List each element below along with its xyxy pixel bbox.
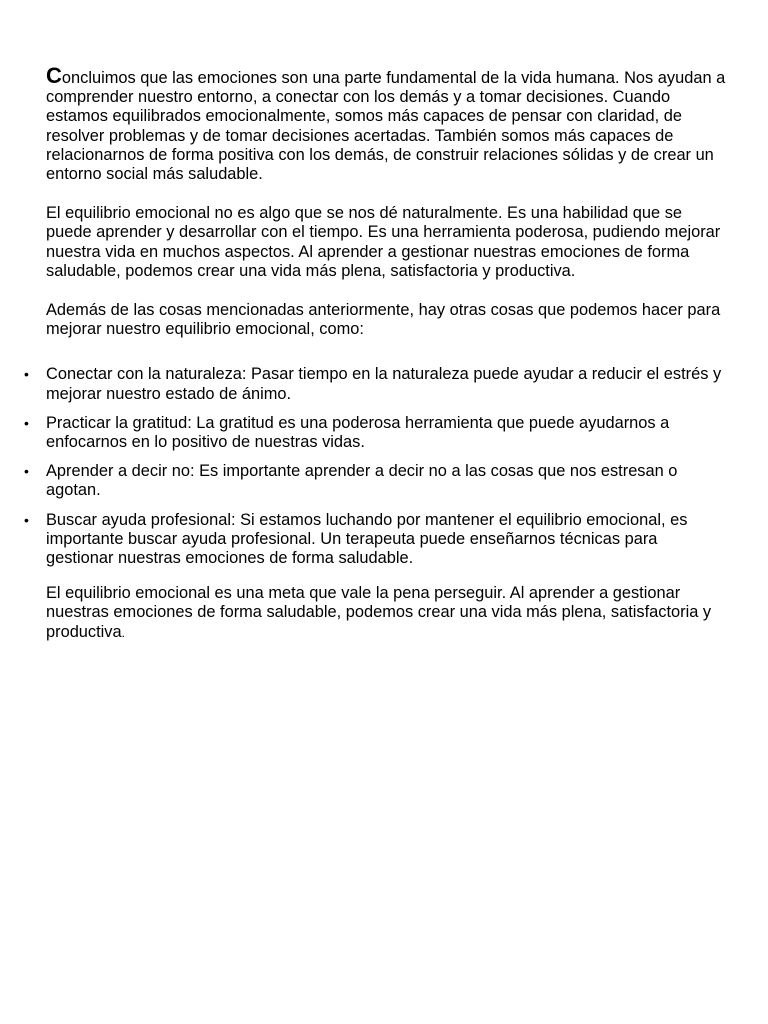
bullet-icon: • (24, 511, 29, 528)
list-item (24, 510, 726, 569)
list-item (24, 413, 726, 452)
list-item-text: Buscar ayuda profesional: Si estamos luchando por mantener el equilibrio emocional, es importante buscar ayuda profesional. Un terapeuta puede enseñarnos técnicas para gestionar nuestras emociones de forma saludable. (46, 510, 688, 568)
closing-text: El equilibrio emocional es una meta que vale la pena perseguir. Al aprender a gestionar nuestras emociones de forma saludable, podemos crear una vida más plena, satisfactoria y productiva (46, 584, 712, 641)
drop-cap-letter: C (46, 63, 62, 88)
paragraph-ademas: Además de las cosas mencionadas anteriormente, hay otras cosas que podemos hacer para mejorar nuestro equilibrio emocional, como: (46, 301, 721, 339)
intro-text: oncluimos que las emociones son una parte fundamental de la vida humana. Nos ayudan a comprender nuestro entorno, a conectar con los demás y a tomar decisiones. Cuando estamos equilibrados emocionalmente, somos más capaces de pensar con claridad, de resolver problemas y de tomar decisiones acertadas. También somos más capaces de relacionarnos de forma positiva con los demás, de construir relaciones sólidas y de crear un entorno social más saludable. (46, 69, 726, 184)
list-item (24, 365, 726, 403)
list-item-text: Practicar la gratitud: La gratitud es una poderosa herramienta que puede ayudarnos a enfocarnos en lo positivo de nuestras vidas. (46, 413, 670, 452)
bullet-icon: • (24, 366, 29, 383)
bullet-icon: • (24, 414, 29, 431)
bullet-list (24, 365, 726, 568)
paragraph-equilibrio: El equilibrio emocional no es algo que se nos dé naturalmente. Es una habilidad que se puede aprender y desarrollar con el tiempo. Es una herramienta poderosa, pudiendo mejorar nuestra vida en muchos aspectos. Al aprender a gestionar nuestras emociones de forma saludable, podemos crear una vida más plena, satisfactoria y productiva. (46, 204, 721, 280)
list-item (24, 462, 726, 500)
document-page (24, 63, 726, 663)
intro-paragraph (46, 63, 726, 184)
closing-paragraph (46, 584, 726, 643)
closing-period: . (121, 625, 125, 640)
list-item-text: Aprender a decir no: Es importante aprender a decir no a las cosas que nos estresan o agotan. (46, 462, 678, 500)
bullet-icon: • (24, 463, 29, 480)
list-item-text: Conectar con la naturaleza: Pasar tiempo en la naturaleza puede ayudar a reducir el estrés y mejorar nuestro estado de ánimo. (46, 365, 722, 403)
